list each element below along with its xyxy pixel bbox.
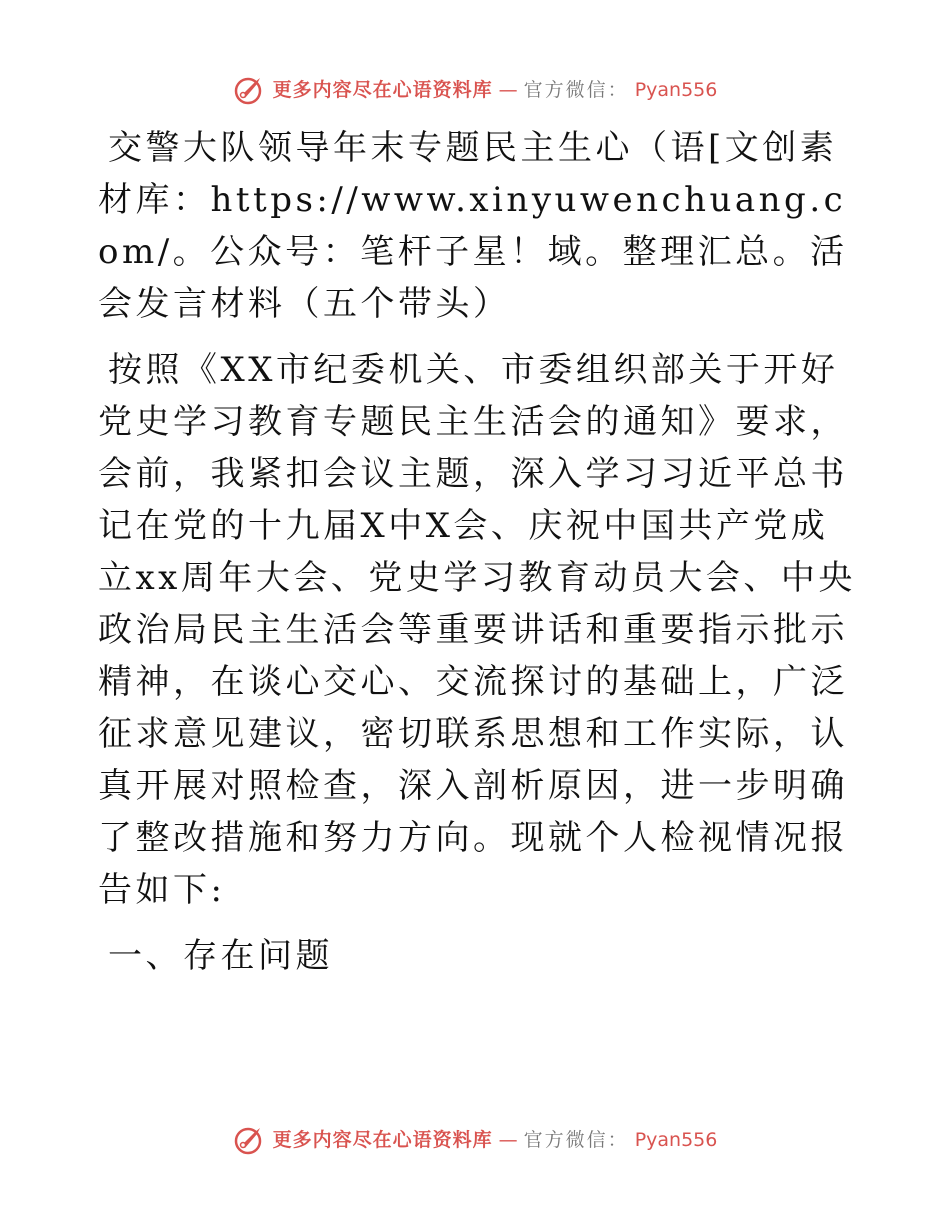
watermark-separator: — xyxy=(498,1129,518,1151)
watermark-footer xyxy=(0,1124,950,1156)
watermark-slogan: 更多内容尽在心语资料库 xyxy=(272,79,493,101)
pen-nib-logo-icon xyxy=(233,74,267,106)
watermark-header xyxy=(0,74,950,106)
watermark-separator: — xyxy=(498,79,518,101)
watermark-slogan: 更多内容尽在心语资料库 xyxy=(272,1129,493,1151)
watermark-wechat-id: Pyan556 xyxy=(634,79,718,101)
body-paragraph: 按照《XX市纪委机关、市委组织部关于开好党史学习教育专题民主生活会的通知》要求，会前，我紧扣会议主题，深入学习习近平总书记在党的十九届X中X会、庆祝中国共产党成立xx周年大会、党史学习教育动员大会、中央政治局民主生活会等重要讲话和重要指示批示精神，在谈心交心、交流探讨的基础上，广泛征求意见建议，密切联系思想和工作实际，认真开展对照检查，深入剖析原因，进一步明确了整改措施和努力方向。现就个人检视情况报告如下: xyxy=(98,350,856,910)
document-body xyxy=(98,122,858,982)
document-title: 交警大队领导年末专题民主生心（语[文创素材库：https://www.xinyuwenchuang.com/。公众号：笔杆子星！域。整理汇总。活会发言材料（五个带头） xyxy=(98,128,848,324)
section-heading: 一、存在问题 xyxy=(108,936,333,976)
watermark-wechat-id: Pyan556 xyxy=(634,1129,718,1151)
watermark-label: 官方微信： xyxy=(523,79,629,101)
watermark-label: 官方微信： xyxy=(523,1129,629,1151)
pen-nib-logo-icon xyxy=(233,1124,267,1156)
